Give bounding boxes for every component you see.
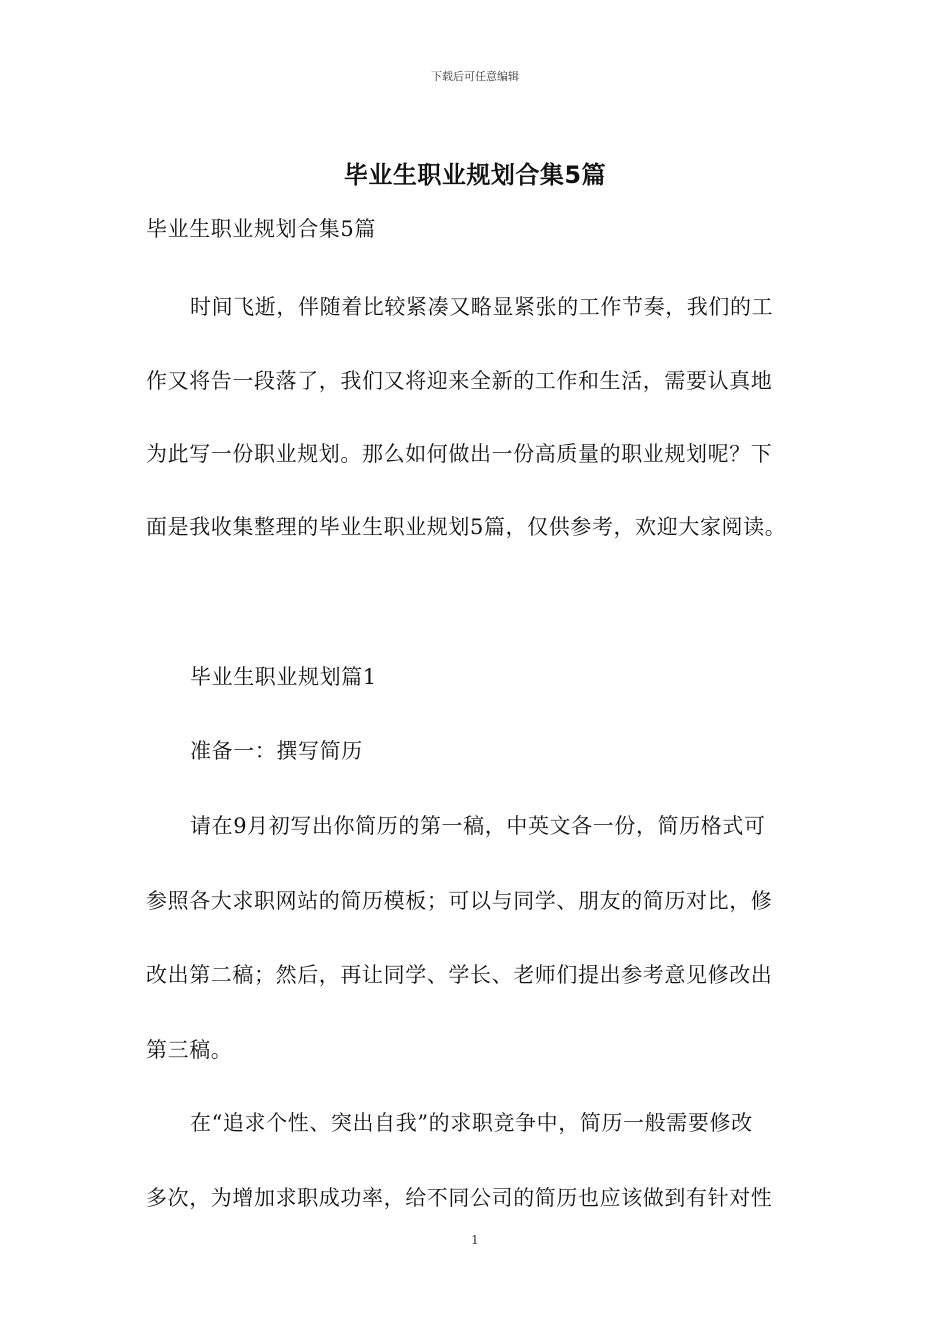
paragraph-line: 多次，为增加求职成功率，给不同公司的简历也应该做到有针对性 xyxy=(146,1186,773,1210)
paragraph-line: 第三稿。 xyxy=(146,1038,233,1062)
header-note: 下载后可任意编辑 xyxy=(431,70,519,83)
paragraph-line: 在“追求个性、突出自我”的求职竞争中，简历一般需要修改 xyxy=(190,1111,753,1135)
intro-line: 时间飞逝，伴随着比较紧凑又略显紧张的工作节奏，我们的工 xyxy=(190,295,774,319)
paragraph-line: 参照各大求职网站的简历模板；可以与同学、朋友的简历对比，修 xyxy=(146,889,773,913)
paragraph-line: 改出第二稿；然后，再让同学、学长、老师们提出参考意见修改出 xyxy=(146,963,773,987)
document-title: 毕业生职业规划合集5篇 xyxy=(343,161,607,189)
intro-line: 面是我收集整理的毕业生职业规划5篇，仅供参考，欢迎大家阅读。 xyxy=(146,515,787,539)
page-number: 1 xyxy=(471,1233,479,1247)
intro-line: 为此写一份职业规划。那么如何做出一份高质量的职业规划呢？下 xyxy=(146,442,773,466)
section-heading: 毕业生职业规划篇1 xyxy=(190,665,377,689)
paragraph-line: 请在9月初写出你简历的第一稿，中英文各一份，简历格式可 xyxy=(190,814,766,838)
document-subtitle: 毕业生职业规划合集5篇 xyxy=(146,217,376,241)
intro-line: 作又将告一段落了，我们又将迎来全新的工作和生活，需要认真地 xyxy=(146,369,773,393)
subheading: 准备一：撰写简历 xyxy=(190,739,363,763)
